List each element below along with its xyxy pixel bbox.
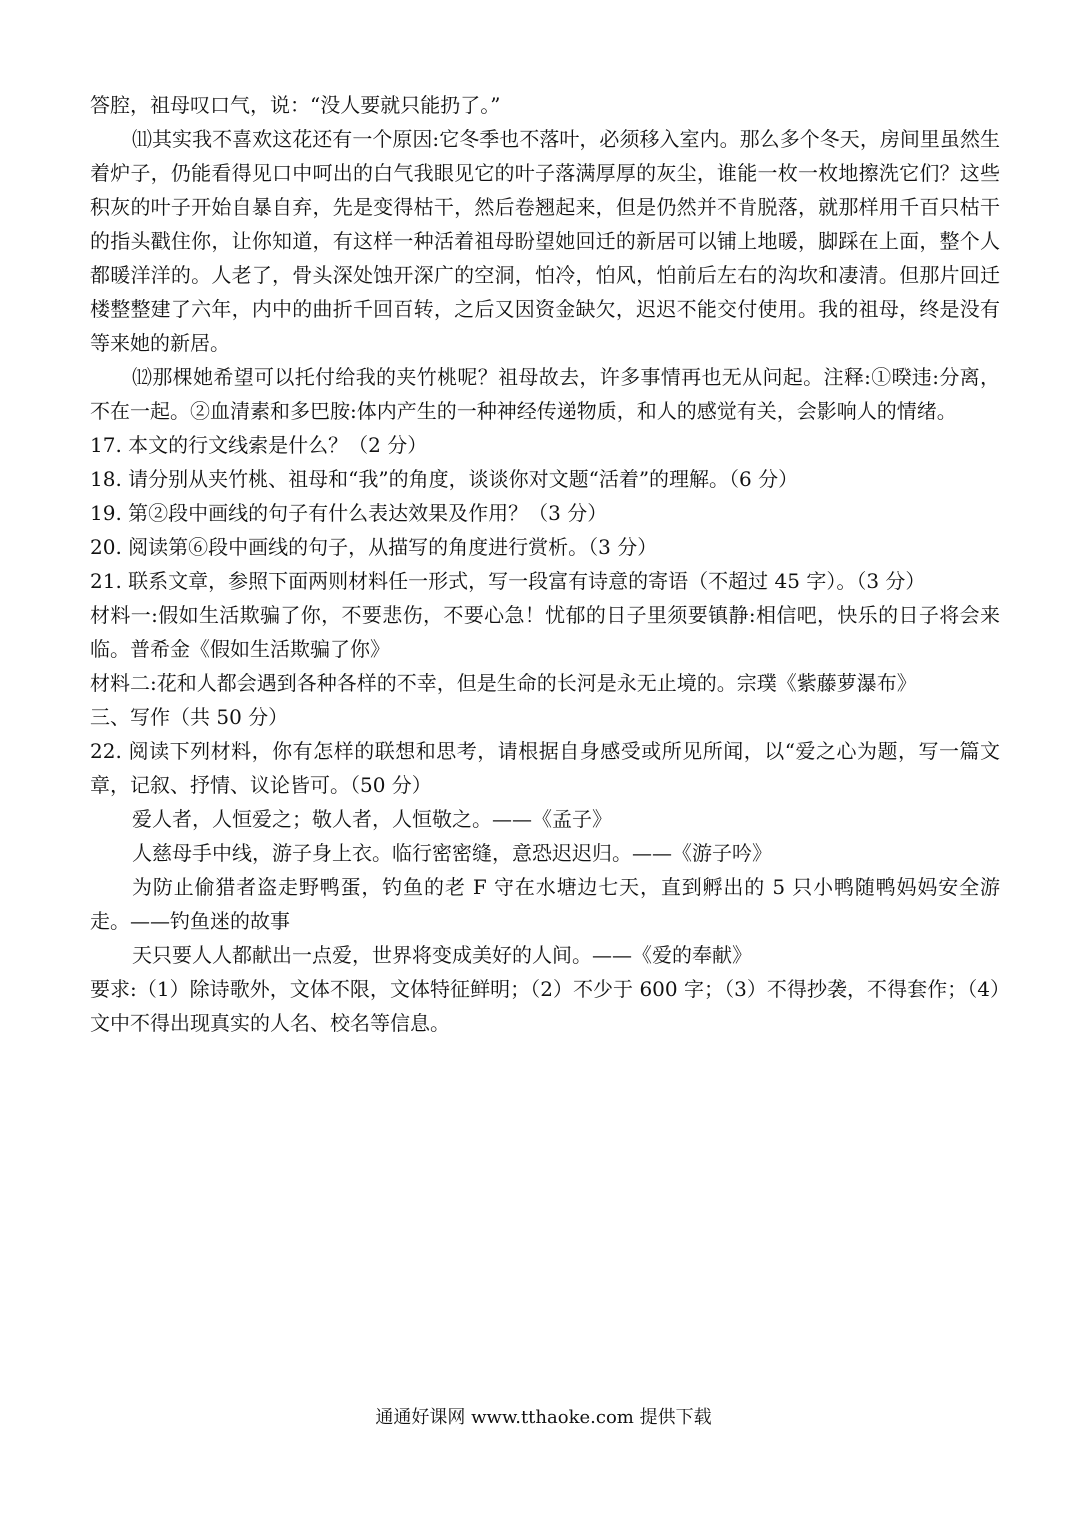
quote-youziyin: 人慈母手中线，游子身上衣。临行密密缝，意恐迟迟归。——《游子吟》 [132, 841, 772, 865]
question-18: 18. 请分别从夹竹桃、祖母和“我”的角度，谈谈你对文题“活着”的理解。（6 分） [90, 467, 799, 491]
material-one: 材料一:假如生活欺骗了你，不要悲伤，不要心急！忧郁的日子里须要镇静:相信吧，快乐的日子将会来临。普希金《假如生活欺骗了你》 [90, 603, 1000, 661]
question-17: 17. 本文的行文线索是什么？（2 分） [90, 433, 428, 457]
story-fishing: 为防止偷猎者盗走野鸭蛋，钓鱼的老 F 守在水塘边七天，直到孵出的 5 只小鸭随鸭妈妈安全游走。——钓鱼迷的故事 [90, 875, 1000, 933]
quote-love-dedication: 天只要人人都献出一点爱，世界将变成美好的人间。——《爱的奉献》 [132, 943, 752, 967]
page-footer-source: 通通好课网 www.tthaoke.com 提供下载 [375, 1407, 712, 1428]
material-two: 材料二:花和人都会遇到各种各样的不幸，但是生命的长河是永无止境的。宗璞《紫藤萝瀑布》 [90, 671, 917, 695]
section-title-writing: 三、写作（共 50 分） [90, 705, 289, 729]
question-20: 20. 阅读第⑥段中画线的句子，从描写的角度进行赏析。（3 分） [90, 535, 658, 559]
quote-mencius: 爱人者，人恒爱之；敬人者，人恒敬之。——《孟子》 [132, 807, 612, 831]
writing-requirements: 要求:（1）除诗歌外，文体不限，文体特征鲜明；（2）不少于 600 字；（3）不得抄袭，不得套作；（4）文中不得出现真实的人名、校名等信息。 [90, 977, 1000, 1035]
exam-page-content [90, 88, 1000, 1040]
passage-paragraph-11: ⑾其实我不喜欢这花还有一个原因:它冬季也不落叶，必须移入室内。那么多个冬天，房间里虽然生着炉子，仍能看得见口中呵出的白气我眼见它的叶子落满厚厚的灰尘，谁能一枚一枚地擦洗它们？这些积灰的叶子开始自暴自弃，先是变得枯干，然后卷翘起来，但是仍然并不肯脱落，就那样用千百只枯干的指头戳住你，让你知道，有这样一种活着祖母盼望她回迁的新居可以铺上地暖，脚踩在上面，整个人都暖洋洋的。人老了，骨头深处蚀开深广的空洞，怕冷，怕风，怕前后左右的沟坎和凄清。但那片回迁楼整整建了六年，内中的曲折千回百转，之后又因资金缺欠，迟迟不能交付使用。我的祖母，终是没有等来她的新居。 [90, 127, 1000, 355]
passage-paragraph-10-end: 答腔，祖母叹口气，说：“没人要就只能扔了。” [90, 93, 501, 117]
question-22: 22. 阅读下列材料，你有怎样的联想和思考，请根据自身感受或所见所闻，以“爱之心为题，写一篇文章，记叙、抒情、议论皆可。（50 分） [90, 739, 1000, 797]
passage-paragraph-12: ⑿那棵她希望可以托付给我的夹竹桃呢？祖母故去，许多事情再也无从问起。注释:①暌违:分离，不在一起。②血清素和多巴胺:体内产生的一种神经传递物质，和人的感觉有关，会影响人的情绪。 [90, 365, 1000, 423]
question-19: 19. 第②段中画线的句子有什么表达效果及作用？（3 分） [90, 501, 608, 525]
question-21: 21. 联系文章，参照下面两则材料任一形式，写一段富有诗意的寄语（不超过 45 字）。（3 分） [90, 569, 926, 593]
